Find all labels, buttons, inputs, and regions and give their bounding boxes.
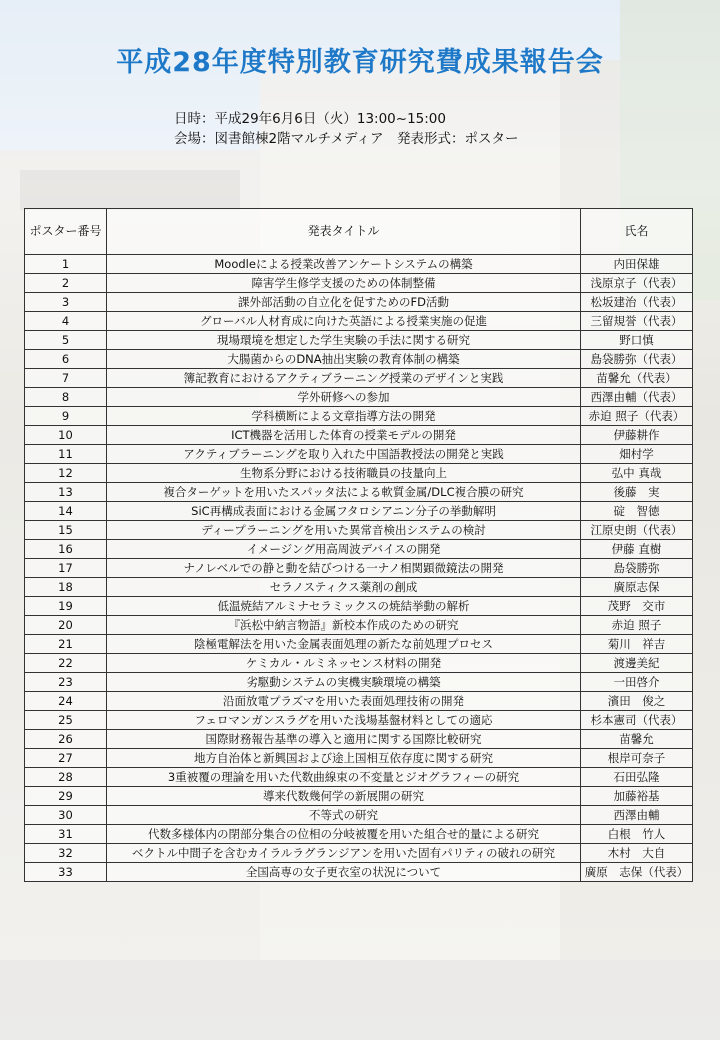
poster-number-cell: 14 [25, 502, 107, 521]
presenter-name-cell: 松坂建治（代表） [581, 293, 693, 312]
table-row [25, 616, 693, 635]
poster-number-cell: 26 [25, 730, 107, 749]
table-row [25, 293, 693, 312]
table-row [25, 407, 693, 426]
presentation-title-cell: アクティブラーニングを取り入れた中国語教授法の開発と実践 [107, 445, 581, 464]
presenter-name-cell: 渡邊美紀 [581, 654, 693, 673]
presentation-title-cell: 大腸菌からのDNA抽出実験の教育体制の構築 [107, 350, 581, 369]
table-row [25, 635, 693, 654]
presentation-title-cell: 不等式の研究 [107, 806, 581, 825]
presenter-name-cell: 白根 竹人 [581, 825, 693, 844]
poster-number-cell: 5 [25, 331, 107, 350]
event-date: 日時：平成29年6月6日（火）13:00~15:00 [174, 111, 446, 127]
presenter-name-cell: 赤迫 照子（代表） [581, 407, 693, 426]
presenter-name-cell: 杉本憲司（代表） [581, 711, 693, 730]
poster-number-cell: 21 [25, 635, 107, 654]
presentation-title-cell: ディープラーニングを用いた異常音検出システムの検討 [107, 521, 581, 540]
table-row [25, 787, 693, 806]
presentation-title-cell: 導来代数幾何学の新展開の研究 [107, 787, 581, 806]
presentation-title-cell: 陰極電解法を用いた金属表面処理の新たな前処理プロセス [107, 635, 581, 654]
table-row [25, 350, 693, 369]
presenter-name-cell: 浅原京子（代表） [581, 274, 693, 293]
presentation-title-cell: ICT機器を活用した体育の授業モデルの開発 [107, 426, 581, 445]
presenter-name-cell: 苗馨允 [581, 730, 693, 749]
table-row [25, 388, 693, 407]
poster-number-cell: 1 [25, 255, 107, 274]
event-venue: 会場：図書館棟2階マルチメディア 発表形式：ポスター [174, 131, 519, 147]
poster-number-cell: 13 [25, 483, 107, 502]
presentation-title-cell: Moodleによる授業改善アンケートシステムの構築 [107, 255, 581, 274]
presenter-name-cell: 伊藤耕作 [581, 426, 693, 445]
presenter-name-cell: 菊川 祥吉 [581, 635, 693, 654]
table-row [25, 540, 693, 559]
table-row [25, 749, 693, 768]
presentation-title-cell: 国際財務報告基準の導入と適用に関する国際比較研究 [107, 730, 581, 749]
table-row [25, 521, 693, 540]
presentation-title-cell: 3重被覆の理論を用いた代数曲線束の不変量とジオグラフィーの研究 [107, 768, 581, 787]
presentation-title-cell: 低温焼結アルミナセラミックスの焼結挙動の解析 [107, 597, 581, 616]
presenter-name-cell: 茂野 交市 [581, 597, 693, 616]
presenter-name-cell: 赤迫 照子 [581, 616, 693, 635]
poster-number-cell: 8 [25, 388, 107, 407]
presenter-name-cell: 畑村学 [581, 445, 693, 464]
poster-number-cell: 28 [25, 768, 107, 787]
poster-number-cell: 6 [25, 350, 107, 369]
presenter-name-cell: 廣原志保 [581, 578, 693, 597]
table-row [25, 483, 693, 502]
table-row [25, 369, 693, 388]
table-row [25, 502, 693, 521]
table-row [25, 445, 693, 464]
presentation-title-cell: ベクトル中間子を含むカイラルラグランジアンを用いた固有パリティの破れの研究 [107, 844, 581, 863]
poster-number-cell: 25 [25, 711, 107, 730]
poster-number-cell: 16 [25, 540, 107, 559]
presentation-title-cell: グローバル人材育成に向けた英語による授業実施の促進 [107, 312, 581, 331]
column-header-name: 氏名 [581, 209, 693, 255]
presentation-title-cell: 課外部活動の自立化を促すためのFD活動 [107, 293, 581, 312]
presentation-title-cell: 地方自治体と新興国および途上国相互依存度に関する研究 [107, 749, 581, 768]
presenter-name-cell: 野口慎 [581, 331, 693, 350]
table-row [25, 597, 693, 616]
poster-number-cell: 15 [25, 521, 107, 540]
presentation-title-cell: 簿記教育におけるアクティブラーニング授業のデザインと実践 [107, 369, 581, 388]
poster-number-cell: 4 [25, 312, 107, 331]
table-row [25, 844, 693, 863]
presenter-name-cell: 弘中 真哉 [581, 464, 693, 483]
table-row [25, 559, 693, 578]
poster-number-cell: 30 [25, 806, 107, 825]
presentation-title-cell: ケミカル・ルミネッセンス材料の開発 [107, 654, 581, 673]
presenter-name-cell: 内田保雄 [581, 255, 693, 274]
presenter-name-cell: 根岸可奈子 [581, 749, 693, 768]
table-header-row [25, 209, 693, 255]
poster-number-cell: 10 [25, 426, 107, 445]
table-row [25, 464, 693, 483]
column-header-poster-number: ポスター番号 [25, 209, 107, 255]
poster-number-cell: 19 [25, 597, 107, 616]
presentation-title-cell: ナノレベルでの静と動を結びつける一ナノ相関顕微鏡法の開発 [107, 559, 581, 578]
poster-number-cell: 3 [25, 293, 107, 312]
presenter-name-cell: 廣原 志保（代表） [581, 863, 693, 882]
table-row [25, 768, 693, 787]
table-row [25, 578, 693, 597]
table-row [25, 331, 693, 350]
presentation-title-cell: 学外研修への参加 [107, 388, 581, 407]
presentation-title-cell: SiC再構成表面における金属フタロシアニン分子の挙動解明 [107, 502, 581, 521]
table-row [25, 426, 693, 445]
presentation-title-cell: 現場環境を想定した学生実験の手法に関する研究 [107, 331, 581, 350]
page-title: 平成28年度特別教育研究費成果報告会 [116, 47, 604, 78]
presenter-name-cell: 三留規誉（代表） [581, 312, 693, 331]
poster-number-cell: 2 [25, 274, 107, 293]
presentation-title-cell: 障害学生修学支援のための体制整備 [107, 274, 581, 293]
poster-number-cell: 23 [25, 673, 107, 692]
table-row [25, 825, 693, 844]
poster-number-cell: 12 [25, 464, 107, 483]
table-row [25, 654, 693, 673]
presentation-title-cell: 生物系分野における技術職員の技量向上 [107, 464, 581, 483]
presenter-name-cell: 西澤由輔（代表） [581, 388, 693, 407]
column-header-title: 発表タイトル [107, 209, 581, 255]
table-row [25, 863, 693, 882]
table-row [25, 255, 693, 274]
table-row [25, 692, 693, 711]
poster-number-cell: 18 [25, 578, 107, 597]
presenter-name-cell: 江原史朗（代表） [581, 521, 693, 540]
presenter-name-cell: 石田弘隆 [581, 768, 693, 787]
table-row [25, 730, 693, 749]
presentation-title-cell: 複合ターゲットを用いたスパッタ法による軟質金属/DLC複合膜の研究 [107, 483, 581, 502]
presenter-name-cell: 一田啓介 [581, 673, 693, 692]
presenter-name-cell: 碇 智徳 [581, 502, 693, 521]
presenter-name-cell: 伊藤 直樹 [581, 540, 693, 559]
table-row [25, 312, 693, 331]
presenter-name-cell: 苗馨允（代表） [581, 369, 693, 388]
poster-number-cell: 33 [25, 863, 107, 882]
presentation-title-cell: 代数多様体内の閉部分集合の位相の分岐被覆を用いた組合せ的量による研究 [107, 825, 581, 844]
poster-number-cell: 29 [25, 787, 107, 806]
presenter-name-cell: 島袋勝弥（代表） [581, 350, 693, 369]
presentation-title-cell: 『浜松中納言物語』新校本作成のための研究 [107, 616, 581, 635]
presenter-name-cell: 加藤裕基 [581, 787, 693, 806]
presentation-title-cell: セラノスティクス薬剤の創成 [107, 578, 581, 597]
table-row [25, 673, 693, 692]
presentation-title-cell: 沿面放電プラズマを用いた表面処理技術の開発 [107, 692, 581, 711]
presenter-name-cell: 濱田 俊之 [581, 692, 693, 711]
poster-number-cell: 17 [25, 559, 107, 578]
table-row [25, 711, 693, 730]
poster-number-cell: 32 [25, 844, 107, 863]
presentation-title-cell: イメージング用高周波デバイスの開発 [107, 540, 581, 559]
poster-number-cell: 11 [25, 445, 107, 464]
presentation-title-cell: フェロマンガンスラグを用いた浅場基盤材料としての適応 [107, 711, 581, 730]
presentation-title-cell: 学科横断による文章指導方法の開発 [107, 407, 581, 426]
poster-number-cell: 31 [25, 825, 107, 844]
poster-number-cell: 20 [25, 616, 107, 635]
presenter-name-cell: 後藤 実 [581, 483, 693, 502]
presentation-title-cell: 劣駆動システムの実機実験環境の構築 [107, 673, 581, 692]
presentation-table [24, 208, 693, 882]
presenter-name-cell: 西澤由輔 [581, 806, 693, 825]
table-row [25, 274, 693, 293]
table-row [25, 806, 693, 825]
presenter-name-cell: 島袋勝弥 [581, 559, 693, 578]
poster-number-cell: 22 [25, 654, 107, 673]
presenter-name-cell: 木村 大自 [581, 844, 693, 863]
poster-number-cell: 7 [25, 369, 107, 388]
poster-number-cell: 9 [25, 407, 107, 426]
poster-number-cell: 24 [25, 692, 107, 711]
poster-number-cell: 27 [25, 749, 107, 768]
presentation-title-cell: 全国高専の女子更衣室の状況について [107, 863, 581, 882]
